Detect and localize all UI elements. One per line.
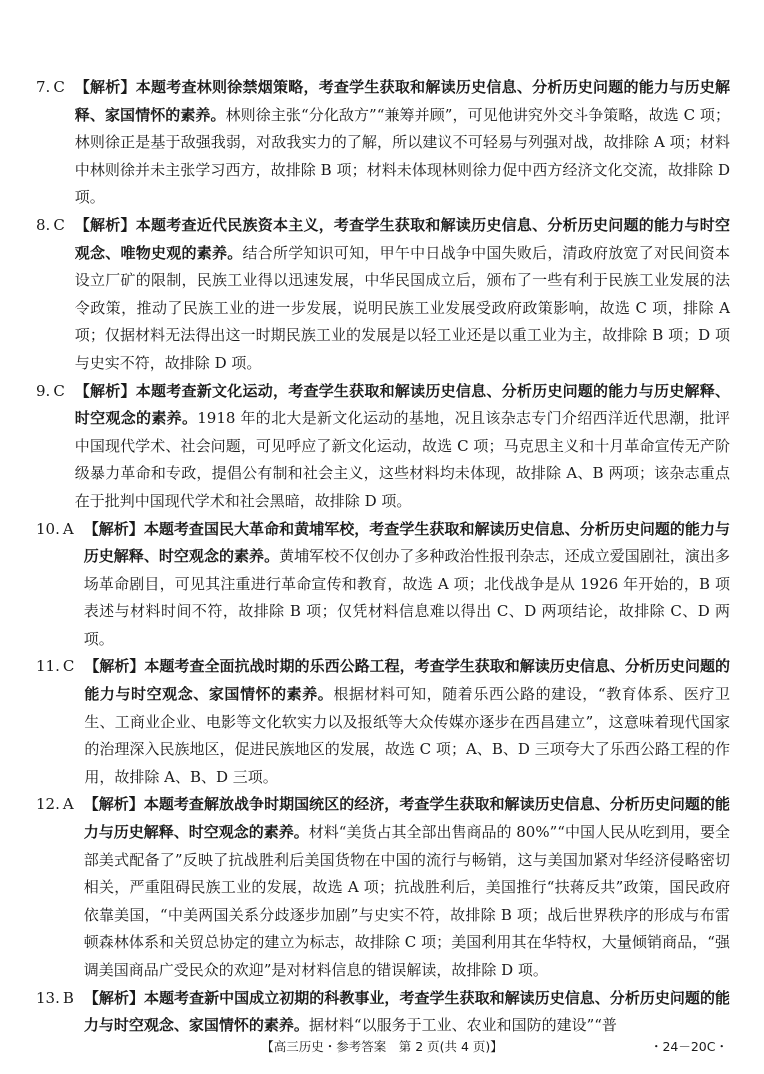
explanation-lead: 本题考查近代民族资本主义，考查学生获取和解读历史信息、分析历史问题的能力与时空观念、唯物史观的素养。 (74, 215, 730, 262)
question-number: 7. C (36, 78, 65, 96)
answer-item-12 (36, 791, 730, 984)
explanation-lead: 本题考查新中国成立初期的科教事业，考查学生获取和解读历史信息、分析历史问题的能力与时空观念、家国情怀的素养。 (83, 988, 730, 1035)
answer-letter: A (62, 795, 74, 814)
analysis-tag: 【解析】 (83, 795, 144, 814)
explanation-text: 根据材料可知，随着乐西公路的建设，“教育体系、医疗卫生、工商业企业、电影等文化软实力以及报纸等大众传媒亦逐步在西昌建立”，这意味着现代国家的治理深入民族地区，促进民族地区的发展，故选 C 项；A、B、D 三项夸大了乐西公路工程的作用，故排除 A、B、D 三项。 (84, 685, 730, 786)
question-number: 12. A (36, 795, 74, 814)
answer-item-13 (36, 985, 730, 1040)
question-number: 13. B (36, 988, 74, 1007)
explanation-text: 据材料“以服务于工业、农业和国防的建设”“普 (308, 1016, 617, 1035)
explanation-text: 1918 年的北大是新文化运动的基地，况且该杂志专门介绍西洋近代思潮，批评中国现代学术、社会问题，可见呼应了新文化运动，故选 C 项；马克思主义和十月革命宣传无产阶级暴力革命和专政，提倡公有制和社会主义，这些材料均未体现，故排除 A、B 两项；该杂志重点在于批判中国现代学术和社会黑暗，故排除 D 项。 (74, 409, 730, 510)
analysis-tag: 【解析】 (74, 215, 136, 234)
answer-letter: A (62, 519, 74, 538)
explanation-text: 黄埔军校不仅创办了多种政治性报刊杂志，还成立爱国剧社，演出多场革命剧目，可见其注重进行革命宣传和教育，故选 A 项；北伐战争是从 1926 年开始的，B 项表述与材料时间不符，故排除 B 项；仅凭材料信息难以得出 C、D 两项结论，故排除 C、D 两项。 (83, 547, 730, 648)
explanation (84, 985, 730, 1040)
explanation (75, 212, 730, 378)
explanation-text: 林则徐主张“分化敌方”“兼筹并顾”，可见他讲究外交斗争策略，故选 C 项；林则徐正是基于敌强我弱，对敌我实力的了解，所以建议不可轻易与列强对战，故排除 A 项；材料中林则徐并未主张学习西方，故排除 B 项；材料未体现林则徐力促中西方经济文化交流，故排除 D 项。 (74, 105, 730, 207)
explanation-lead: 本题考查新文化运动，考查学生获取和解读历史信息、分析历史问题的能力与历史解释、时空观念的素养。 (74, 381, 730, 428)
explanation-text: 结合所学知识可知，甲午中日战争中国失败后，清政府放宽了对民间资本设立厂矿的限制，民族工业得以迅速发展，中华民国成立后，颁布了一些有利于民族工业发展的法令政策，推动了民族工业的进一步发展，说明民族工业发展受政府政策影响，故选 C 项，排除 A 项；仅据材料无法得出这一时期民族工业的发展是以轻工业还是以重工业为主，故排除 B 项；D 项与史实不符，故排除 D 项。 (74, 243, 730, 372)
answer-item-7 (36, 74, 730, 212)
answer-list (36, 74, 730, 1040)
footer-page-info: 【高三历史・参考答案 第 2 页(共 4 页)】 (261, 1039, 503, 1054)
footer-code: ・24－20C・ (649, 1039, 728, 1054)
explanation (75, 378, 730, 516)
analysis-tag: 【解析】 (83, 519, 144, 538)
question-number: 9. C (36, 381, 65, 400)
explanation (84, 653, 730, 791)
answer-letter: C (62, 657, 75, 676)
explanation (84, 516, 730, 654)
question-number: 11. C (36, 657, 75, 676)
explanation (75, 74, 730, 212)
answer-item-11 (36, 653, 730, 791)
explanation-text: 材料“美货占其全部出售商品的 80%”“中国人民从吃到用，要全部美式配备了”反映了抗战胜利后美国货物在中国的流行与畅销，这与美国加紧对华经济侵略密切相关，严重阻碍民族工业的发展，故选 A 项；抗战胜利后，美国推行“扶蒋反共”政策，国民政府依靠美国，“中美两国关系分歧逐步加剧”与史实不符，故排除 B 项；战后世界秩序的形成与布雷顿森林体系和关贸总协定的建立为标志，故排除 C 项；美国利用其在华特权，大量倾销商品，“强调美国商品广受民众的欢迎”是对材料信息的错误解读，故排除 D 项。 (83, 823, 730, 979)
explanation-lead: 本题考查国民大革命和黄埔军校，考查学生获取和解读历史信息、分析历史问题的能力与历史解释、时空观念的素养。 (83, 519, 730, 566)
analysis-tag: 【解析】 (84, 657, 145, 676)
answer-item-10 (36, 516, 730, 654)
answer-letter: B (62, 988, 74, 1007)
answer-letter: C (53, 215, 65, 234)
answer-item-9 (36, 378, 730, 516)
explanation-lead: 本题考查解放战争时期国统区的经济，考查学生获取和解读历史信息、分析历史问题的能力与历史解释、时空观念的素养。 (83, 795, 730, 842)
explanation-lead: 本题考查林则徐禁烟策略，考查学生获取和解读历史信息、分析历史问题的能力与历史解释、家国情怀的素养。 (74, 78, 730, 124)
analysis-tag: 【解析】 (83, 988, 144, 1007)
answer-letter: C (53, 78, 65, 96)
analysis-tag: 【解析】 (74, 78, 136, 96)
explanation-lead: 本题考查全面抗战时期的乐西公路工程，考查学生获取和解读历史信息、分析历史问题的能力与时空观念、家国情怀的素养。 (84, 657, 730, 704)
explanation (84, 791, 730, 984)
answer-item-8 (36, 212, 730, 378)
answer-letter: C (53, 381, 65, 400)
question-number: 10. A (36, 519, 74, 538)
question-number: 8. C (36, 215, 65, 234)
analysis-tag: 【解析】 (74, 381, 136, 400)
